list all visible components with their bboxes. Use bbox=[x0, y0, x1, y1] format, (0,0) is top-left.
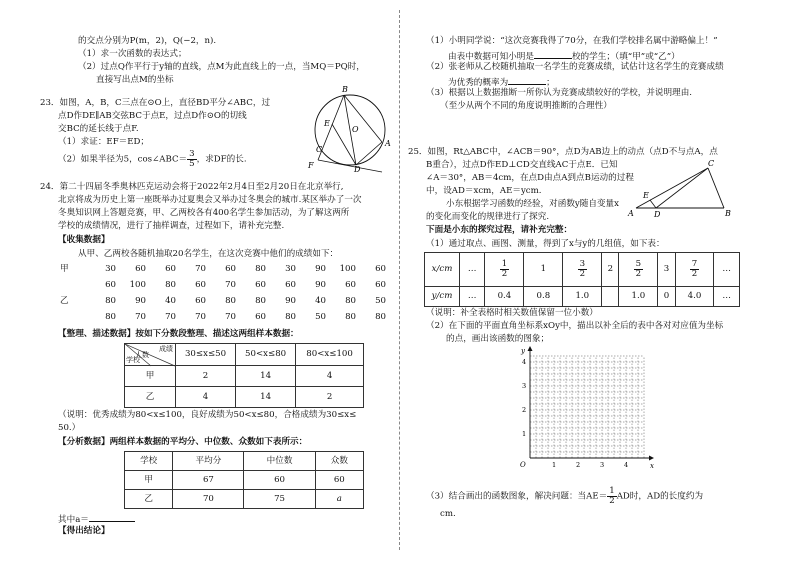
q24-line3: 冬奥知识网上答题竞赛，甲、乙两校各有400名学生参加活动，为了解这两所 bbox=[58, 208, 350, 218]
x-tick-label: 3 bbox=[600, 461, 605, 469]
row-school-yi: 乙 bbox=[125, 387, 176, 408]
y-tick-label: 2 bbox=[522, 406, 527, 414]
score-value: 60 bbox=[195, 280, 206, 290]
organize-title: 【整理、描述数据】按如下分数段整理、描述这两组样本数据： bbox=[58, 329, 299, 339]
table-cell: 2 bbox=[176, 366, 236, 387]
diag-header-cell: 成绩 人数 学校 bbox=[125, 344, 176, 366]
y-value-cell: … bbox=[714, 287, 740, 307]
q25-part3b: cm. bbox=[426, 507, 456, 520]
y-tick-label: 4 bbox=[522, 358, 527, 366]
y-tick-label: 3 bbox=[522, 382, 527, 390]
x-value-cell: … bbox=[714, 253, 740, 287]
score-value: 60 bbox=[165, 264, 176, 274]
q23-line3: 交BC的延长线于点F. bbox=[58, 124, 139, 134]
q24-p2b: 为优秀的概率为 ； bbox=[448, 75, 555, 89]
score-value: 80 bbox=[285, 312, 296, 322]
q24-line4: 学校的成绩情况，进行了抽样调查，过程如下，请补充完整. bbox=[58, 221, 285, 231]
side-ac bbox=[636, 168, 708, 208]
yi-scores-row1 bbox=[86, 296, 386, 307]
x-row bbox=[425, 253, 740, 287]
answer-blank-school[interactable] bbox=[534, 49, 572, 59]
x-value-cell: … bbox=[460, 253, 485, 287]
score-value: 100 bbox=[339, 264, 356, 274]
label-d: D bbox=[654, 210, 661, 219]
score-value: 60 bbox=[285, 280, 296, 290]
y-tick-label: 1 bbox=[522, 430, 527, 438]
segment-de bbox=[650, 200, 656, 208]
x-axis-arrow bbox=[649, 456, 654, 461]
side-cb bbox=[708, 168, 724, 208]
table-cell: 2 bbox=[296, 387, 364, 408]
chord-ba bbox=[344, 95, 382, 142]
score-value: 80 bbox=[345, 312, 356, 322]
table-note: （说明：补全表格时相关数值保留一位小数） bbox=[426, 308, 598, 318]
y-header: y/cm bbox=[425, 287, 460, 307]
analyze-title: 【分析数据】两组样本数据的平均分、中位数、众数如下表所示： bbox=[58, 437, 308, 447]
q25-line6: 的变化而变化的规律进行了探究. bbox=[426, 212, 550, 222]
x-tick-label: 2 bbox=[576, 461, 581, 469]
stats-header: 学校 bbox=[125, 452, 173, 471]
score-value: 70 bbox=[225, 280, 236, 290]
q24-line1: 24．第二十四届冬季奥林匹克运动会将于2022年2月4日至2月20日在北京举行, bbox=[40, 182, 344, 192]
q23-part2: （2）如果半径为5，cos∠ABC＝ $\frac{3}{5}$ ，求DF的长. bbox=[58, 149, 247, 169]
y-axis-label: y bbox=[521, 347, 525, 355]
score-value: 80 bbox=[255, 296, 266, 306]
q25-line3: ∠A＝30°，AB＝4cm，在点D由点A到点B运动的过程 bbox=[426, 173, 634, 183]
x-value-cell: $\frac{7}{2}$ bbox=[675, 253, 714, 287]
q23-part1: （1）求证：EF＝ED； bbox=[58, 137, 150, 147]
score-value: 60 bbox=[375, 264, 386, 274]
score-value: 80 bbox=[105, 296, 116, 306]
score-value: 80 bbox=[345, 296, 356, 306]
q23-line1: 23．如图，A，B，C三点在⊙O上，直径BD平分∠ABC，过 bbox=[40, 98, 271, 108]
q25-part2: （2）在下面的平面直角坐标系xOy中，描出以补全后的表中各对对应值为坐标 bbox=[426, 321, 724, 331]
distribution-table bbox=[124, 343, 364, 408]
yi-scores-row2 bbox=[86, 312, 386, 323]
label-a: A bbox=[385, 139, 391, 148]
y-value-cell[interactable] bbox=[602, 287, 619, 307]
x-value-cell: $\frac{5}{2}$ bbox=[619, 253, 658, 287]
label-e: E bbox=[643, 191, 649, 200]
q25-part3: （3）结合画出的函数图象，解决问题：当AE＝ $\frac{1}{2}$ AD时，AD的长度约为 bbox=[426, 486, 704, 506]
score-value: 30 bbox=[285, 264, 296, 274]
y-value-cell: 0.4 bbox=[485, 287, 524, 307]
xy-value-table bbox=[424, 252, 740, 307]
score-value: 60 bbox=[135, 264, 146, 274]
x-value-cell: $\frac{1}{2}$ bbox=[485, 253, 524, 287]
table-cell: 4 bbox=[176, 387, 236, 408]
x-header: x/cm bbox=[425, 253, 460, 287]
q22-part1: （1）求一次函数的表达式； bbox=[78, 49, 187, 59]
y-row bbox=[425, 287, 740, 307]
score-value: 60 bbox=[255, 280, 266, 290]
chord-ad bbox=[356, 142, 382, 165]
table-cell: 4 bbox=[296, 366, 364, 387]
y-axis-arrow bbox=[528, 346, 533, 351]
q25-line4: 中，设AD＝xcm，AE＝ycm. bbox=[426, 186, 542, 196]
jia-label: 甲 bbox=[60, 264, 69, 274]
note1b: 50.） bbox=[58, 423, 81, 433]
table-cell: 14 bbox=[236, 387, 296, 408]
q24-p1b: 由表中数据可知小明是 校的学生；（填“甲”或“乙”） bbox=[448, 49, 680, 63]
q23-line2: 点D作DE∥AB交弦BC于点E，过点D作⊙O的切线 bbox=[58, 111, 247, 121]
table-cell: 14 bbox=[236, 366, 296, 387]
answer-blank-a[interactable] bbox=[89, 512, 135, 522]
stats-header: 众数 bbox=[315, 452, 363, 471]
collect-desc: 从甲、乙两校各随机抽取20名学生，在这次竞赛中他们的成绩如下： bbox=[78, 249, 339, 259]
left-column bbox=[40, 0, 398, 561]
q24-p3b: （至少从两个不同的角度说明推断的合理性） bbox=[440, 101, 612, 111]
score-value: 60 bbox=[375, 280, 386, 290]
q25-line7: 下面是小东的探究过程，请补充完整： bbox=[426, 225, 573, 235]
stats-header: 平均分 bbox=[173, 452, 244, 471]
x-value-cell: $\frac{3}{2}$ bbox=[563, 253, 602, 287]
y-value-cell: 1.0 bbox=[563, 287, 602, 307]
label-b: B bbox=[725, 209, 731, 218]
column-divider bbox=[399, 10, 400, 550]
table-cell: 75 bbox=[244, 490, 315, 509]
note1: （说明：优秀成绩为80<x≤100，良好成绩为50<x≤80，合格成绩为30≤x≤ bbox=[58, 410, 357, 420]
y-value-cell: … bbox=[460, 287, 485, 307]
q25-line1: 25．如图，Rt△ABC中，∠ACB＝90°，点D为AB边上的动点（点D不与点A，点 bbox=[408, 147, 718, 157]
score-value: 90 bbox=[315, 264, 326, 274]
table-cell: 60 bbox=[315, 471, 363, 490]
score-value: 30 bbox=[105, 264, 116, 274]
score-value: 100 bbox=[129, 280, 146, 290]
y-value-cell: 0.8 bbox=[524, 287, 563, 307]
x-tick-label: 1 bbox=[552, 461, 557, 469]
q25-line2: B重合），过点D作ED⊥CD交直线AC于点E．已知 bbox=[426, 160, 618, 170]
table-cell: 甲 bbox=[125, 471, 173, 490]
score-value: 70 bbox=[225, 312, 236, 322]
tangent-df bbox=[318, 160, 382, 172]
col-header-3: 80<x≤100 bbox=[296, 344, 364, 366]
score-value: 60 bbox=[105, 280, 116, 290]
label-o: O bbox=[352, 125, 359, 134]
stats-header: 中位数 bbox=[244, 452, 315, 471]
score-value: 60 bbox=[255, 312, 266, 322]
table-cell: 乙 bbox=[125, 490, 173, 509]
score-value: 90 bbox=[135, 296, 146, 306]
score-value: 50 bbox=[315, 312, 326, 322]
yi-label: 乙 bbox=[60, 296, 69, 306]
score-value: 80 bbox=[255, 264, 266, 274]
x-axis-label: x bbox=[650, 462, 654, 470]
collect-title: 【收集数据】 bbox=[58, 235, 110, 245]
score-value: 80 bbox=[225, 296, 236, 306]
score-value: 60 bbox=[225, 264, 236, 274]
coordinate-grid bbox=[516, 346, 652, 472]
score-value: 70 bbox=[195, 312, 206, 322]
origin-label: O bbox=[520, 461, 526, 469]
x-value-cell: 2 bbox=[602, 253, 619, 287]
stats-table bbox=[124, 451, 364, 509]
score-value: 80 bbox=[165, 280, 176, 290]
score-value: 80 bbox=[375, 312, 386, 322]
score-value: 40 bbox=[315, 296, 326, 306]
q24-p2: （2）张老师从乙校随机抽取一名学生的竞赛成绩，试估计这名学生的竞赛成绩 bbox=[426, 62, 724, 72]
score-value: 40 bbox=[165, 296, 176, 306]
x-value-cell: 1 bbox=[524, 253, 563, 287]
col-header-2: 50<x≤80 bbox=[236, 344, 296, 366]
jia-scores-row1 bbox=[86, 264, 386, 275]
label-b: B bbox=[342, 85, 348, 94]
score-value: 80 bbox=[105, 312, 116, 322]
label-c: C bbox=[708, 159, 715, 168]
score-value: 70 bbox=[165, 312, 176, 322]
q22-part2b: 直接写出点M的坐标 bbox=[96, 75, 174, 85]
y-value-cell: 1.0 bbox=[619, 287, 658, 307]
conclusion-title: 【得出结论】 bbox=[58, 526, 110, 536]
label-d: D bbox=[354, 165, 361, 174]
score-value: 90 bbox=[315, 280, 326, 290]
circle-figure bbox=[304, 84, 396, 172]
fill-a: 其中a＝ bbox=[58, 512, 135, 526]
label-e: E bbox=[324, 119, 330, 128]
q22-line1: 的交点分别为P(m，2)，Q(−2，n). bbox=[78, 36, 217, 46]
score-value: 60 bbox=[195, 296, 206, 306]
answer-blank-ad[interactable] bbox=[426, 507, 440, 516]
x-tick-label: 4 bbox=[624, 461, 629, 469]
score-value: 70 bbox=[195, 264, 206, 274]
col-header-1: 30≤x≤50 bbox=[176, 344, 236, 366]
triangle-figure bbox=[626, 160, 736, 220]
half-fraction: $\frac{1}{2}$ bbox=[609, 486, 615, 506]
label-a: A bbox=[628, 209, 634, 218]
y-value-cell: 4.0 bbox=[675, 287, 714, 307]
segment-cd bbox=[656, 168, 708, 208]
table-cell: 67 bbox=[173, 471, 244, 490]
y-value-cell: 0 bbox=[658, 287, 675, 307]
q25-part1: （1）通过取点、画图、测量，得到了x与y的几组值，如下表： bbox=[426, 239, 665, 249]
table-cell: 70 bbox=[173, 490, 244, 509]
jia-scores-row2 bbox=[86, 280, 386, 291]
score-value: 50 bbox=[375, 296, 386, 306]
q24-p1: （1）小明同学说：“这次竞赛我得了70分，在我们学校排名属中游略偏上！” bbox=[426, 36, 718, 46]
score-value: 70 bbox=[135, 312, 146, 322]
table-cell: a bbox=[315, 490, 363, 509]
right-column bbox=[406, 0, 746, 561]
x-value-cell: 3 bbox=[658, 253, 675, 287]
q24-p3: （3）根据以上数据推断一所你认为竞赛成绩较好的学校，并说明理由. bbox=[426, 88, 693, 98]
table-cell: 60 bbox=[244, 471, 315, 490]
cos-fraction: $\frac{3}{5}$ bbox=[189, 149, 195, 169]
row-school-jia: 甲 bbox=[125, 366, 176, 387]
score-value: 60 bbox=[345, 280, 356, 290]
answer-blank-probability[interactable] bbox=[508, 75, 546, 85]
label-f: F bbox=[308, 161, 314, 170]
label-c: C bbox=[316, 145, 323, 154]
q25-line5: 小东根据学习函数的经验，对函数y随自变量x bbox=[446, 199, 619, 209]
q25-part2b: 的点，画出该函数的图象； bbox=[446, 334, 550, 344]
q22-part2: （2）过点Q作平行于y轴的直线，点M为此直线上的一点，当MQ＝PQ时， bbox=[78, 62, 365, 72]
score-value: 90 bbox=[285, 296, 296, 306]
q24-line2: 北京将成为历史上第一座既举办过夏奥会又举办过冬奥会的城市.某区举办了一次 bbox=[58, 195, 362, 205]
